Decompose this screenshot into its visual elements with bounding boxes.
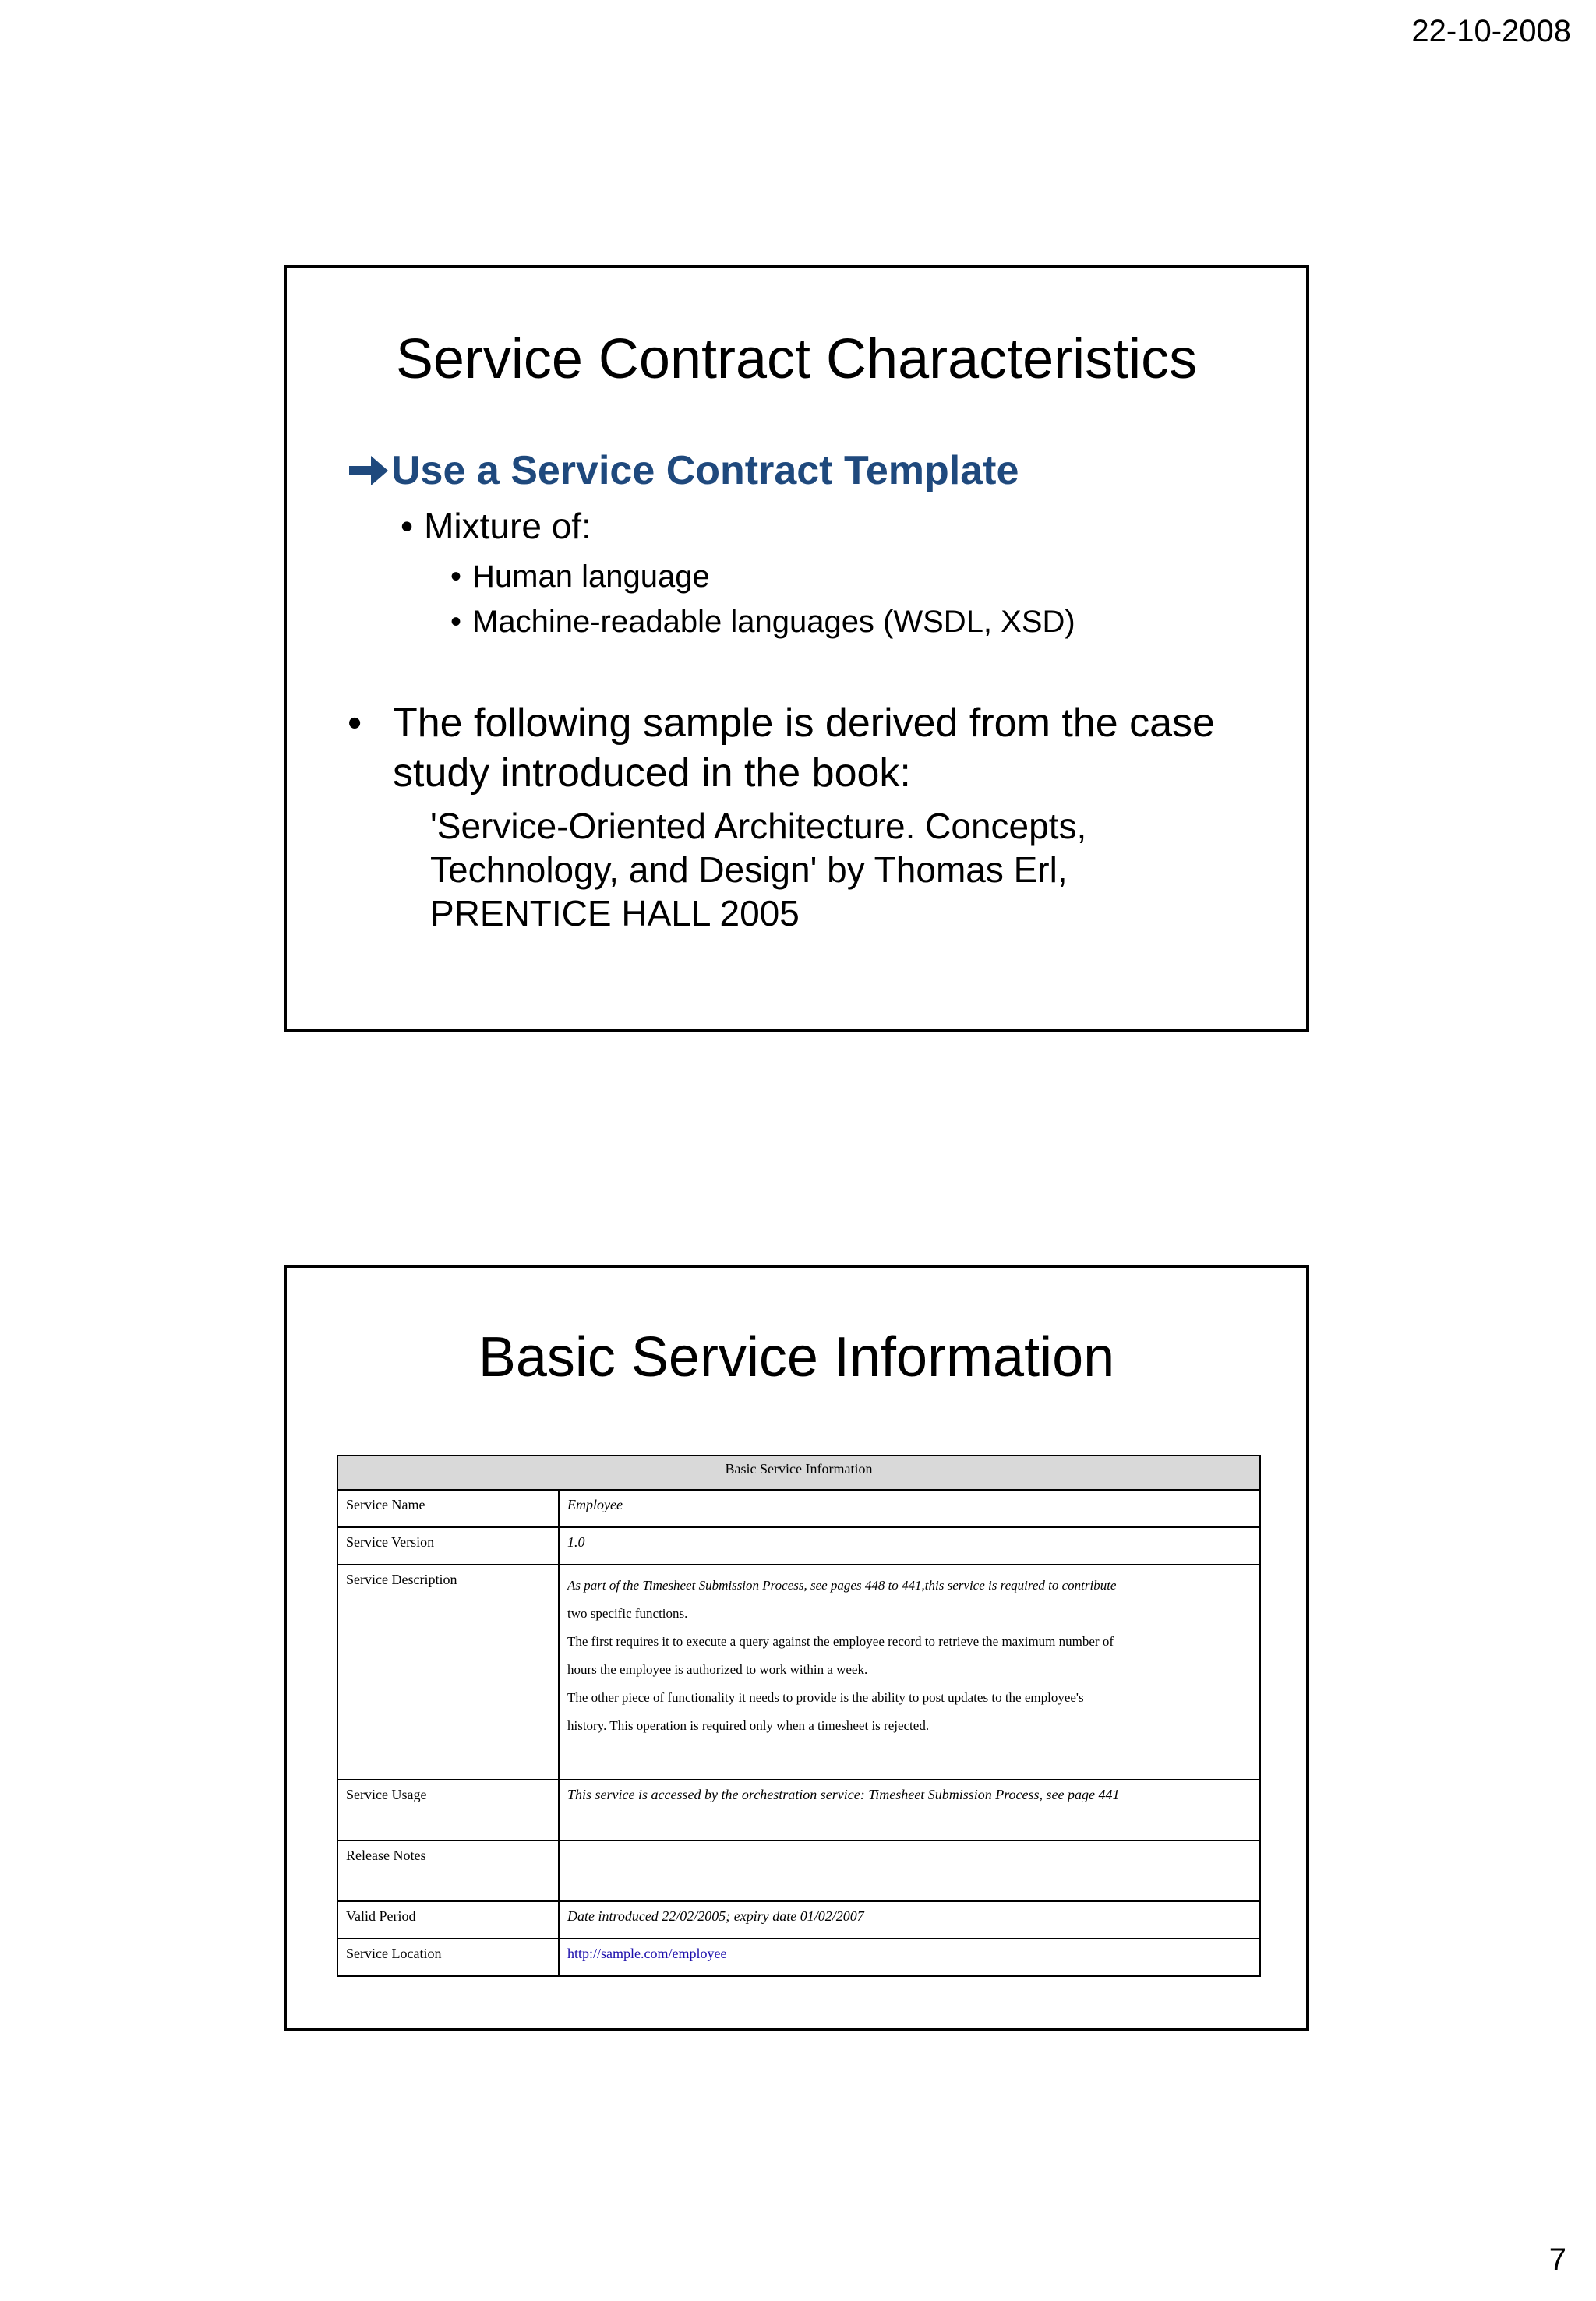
release-notes-label: Release Notes	[337, 1840, 559, 1901]
bullet-dot-icon: •	[450, 605, 462, 639]
section-heading-text: Use a Service Contract Template	[391, 448, 1019, 493]
release-notes-value	[559, 1840, 1260, 1901]
service-name-label: Service Name	[337, 1490, 559, 1527]
slide-service-contract-characteristics	[284, 265, 1309, 1032]
table-row	[337, 1780, 1260, 1840]
bullet-mixture	[401, 505, 591, 547]
description-line: two specific functions.	[567, 1606, 688, 1621]
valid-period-value: Date introduced 22/02/2005; expiry date 01/02/2007	[559, 1901, 1260, 1939]
service-location-link[interactable]: http://sample.com/employee	[567, 1946, 727, 1961]
service-version-value: 1.0	[559, 1527, 1260, 1565]
bullet-dot-icon: •	[450, 559, 462, 594]
bullet-text: The following sample is derived from the case study introduced in the book:	[393, 701, 1215, 796]
page-date: 22-10-2008	[1411, 14, 1571, 48]
sub-bullet-human-language	[450, 559, 710, 595]
slide-basic-service-information	[284, 1265, 1309, 2031]
book-reference: 'Service-Oriented Architecture. Concepts, Technology, and Design' by Thomas Erl, PRENTICE HALL 2005	[430, 806, 1087, 933]
right-arrow-icon	[348, 453, 390, 489]
description-line: The first requires it to execute a query against the employee record to retrieve the maximum number of	[567, 1634, 1114, 1649]
sub-bullet-text: Human language	[472, 559, 710, 594]
section-heading	[348, 447, 1019, 494]
service-description-value	[559, 1565, 1260, 1780]
table-row	[337, 1565, 1260, 1780]
sub-bullet-text: Machine-readable languages (WSDL, XSD)	[472, 605, 1075, 639]
table-header-row	[337, 1456, 1260, 1490]
service-version-label: Service Version	[337, 1527, 559, 1565]
description-line: The other piece of functionality it needs to provide is the ability to post updates to the employee's	[567, 1690, 1084, 1705]
page-number: 7	[1548, 2243, 1566, 2277]
slide-title: Service Contract Characteristics	[395, 328, 1198, 390]
table-row	[337, 1840, 1260, 1901]
table-row	[337, 1939, 1260, 1976]
table-header: Basic Service Information	[337, 1456, 1260, 1490]
description-line: As part of the Timesheet Submission Process, see pages 448 to 441,this service is required to contribute	[567, 1578, 1117, 1593]
service-location-value	[559, 1939, 1260, 1976]
table-row	[337, 1490, 1260, 1527]
service-description-label: Service Description	[337, 1565, 559, 1780]
bullet-sample-source	[348, 698, 1267, 798]
description-line: history. This operation is required only when a timesheet is rejected.	[567, 1718, 930, 1733]
service-location-label: Service Location	[337, 1939, 559, 1976]
valid-period-label: Valid Period	[337, 1901, 559, 1939]
service-usage-label: Service Usage	[337, 1780, 559, 1840]
bullet-dot-icon: •	[348, 701, 362, 746]
bullet-dot-icon: •	[401, 506, 414, 546]
description-line: hours the employee is authorized to work within a week.	[567, 1662, 868, 1677]
slide-title: Basic Service Information	[478, 1326, 1115, 1389]
sub-bullet-machine-readable	[450, 605, 1075, 640]
service-name-value: Employee	[559, 1490, 1260, 1527]
service-info-table	[337, 1455, 1261, 1977]
service-usage-value: This service is accessed by the orchestration service: Timesheet Submission Process, see page 441	[559, 1780, 1260, 1840]
table-row	[337, 1527, 1260, 1565]
bullet-text: Mixture of:	[424, 506, 591, 546]
table-row	[337, 1901, 1260, 1939]
